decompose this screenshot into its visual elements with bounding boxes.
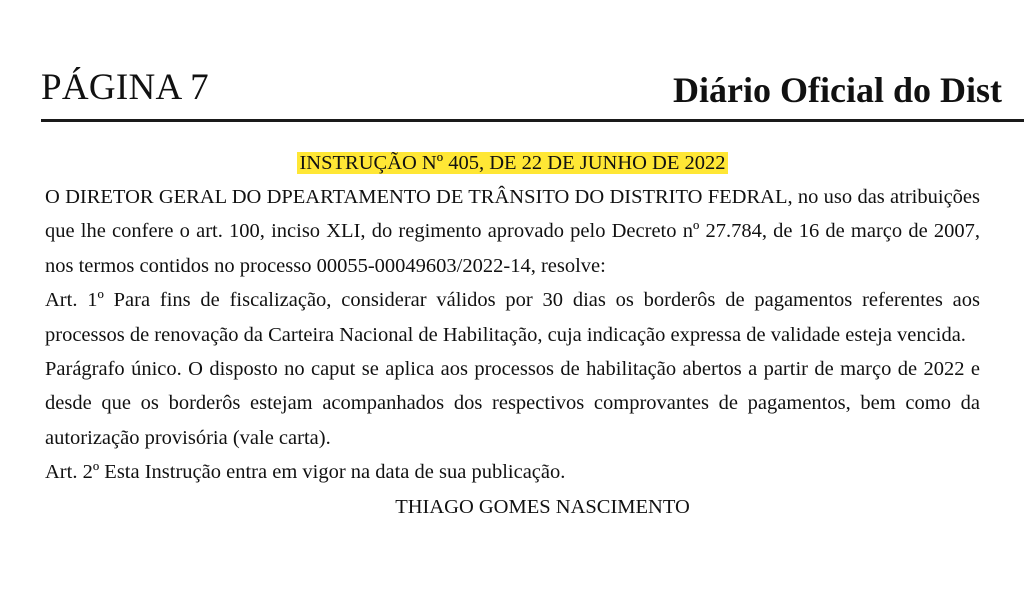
header-divider — [41, 119, 1024, 122]
article-2-paragraph: Art. 2º Esta Instrução entra em vigor na data de sua publicação. — [45, 461, 566, 484]
page-number-label: PÁGINA 7 — [41, 67, 209, 108]
preamble-paragraph: O DIRETOR GERAL DO DPEARTAMENTO DE TRÂNSITO DO DISTRITO FEDRAL, no uso das atribuições que lhe confere o art. 100, inciso XLI, do regimento aprovado pelo Decreto nº 27.784, de 16 de março de 2007, nos termos contidos no processo 00055-00049603/2022-14, resolve: — [45, 186, 980, 277]
document-body — [45, 146, 980, 524]
highlighted-title-text: INSTRUÇÃO Nº 405, DE 22 DE JUNHO DE 2022 — [299, 152, 726, 174]
signature-name: THIAGO GOMES NASCIMENTO — [395, 495, 690, 518]
sole-paragraph: Parágrafo único. O disposto no caput se aplica aos processos de habilitação abertos a partir de março de 2022 e desde que os borderôs estejam acompanhados dos respectivos comprovantes de pagamentos, bem como da autorização provisória (vale carta). — [45, 358, 980, 449]
page-header — [0, 0, 1024, 130]
gazette-title: Diário Oficial do Dist — [673, 70, 1002, 110]
instruction-title — [45, 146, 980, 180]
article-1-paragraph: Art. 1º Para fins de fiscalização, considerar válidos por 30 dias os borderôs de pagamentos referentes aos processos de renovação da Carteira Nacional de Habilitação, cuja indicação expressa de validade esteja vencida. — [45, 289, 980, 346]
